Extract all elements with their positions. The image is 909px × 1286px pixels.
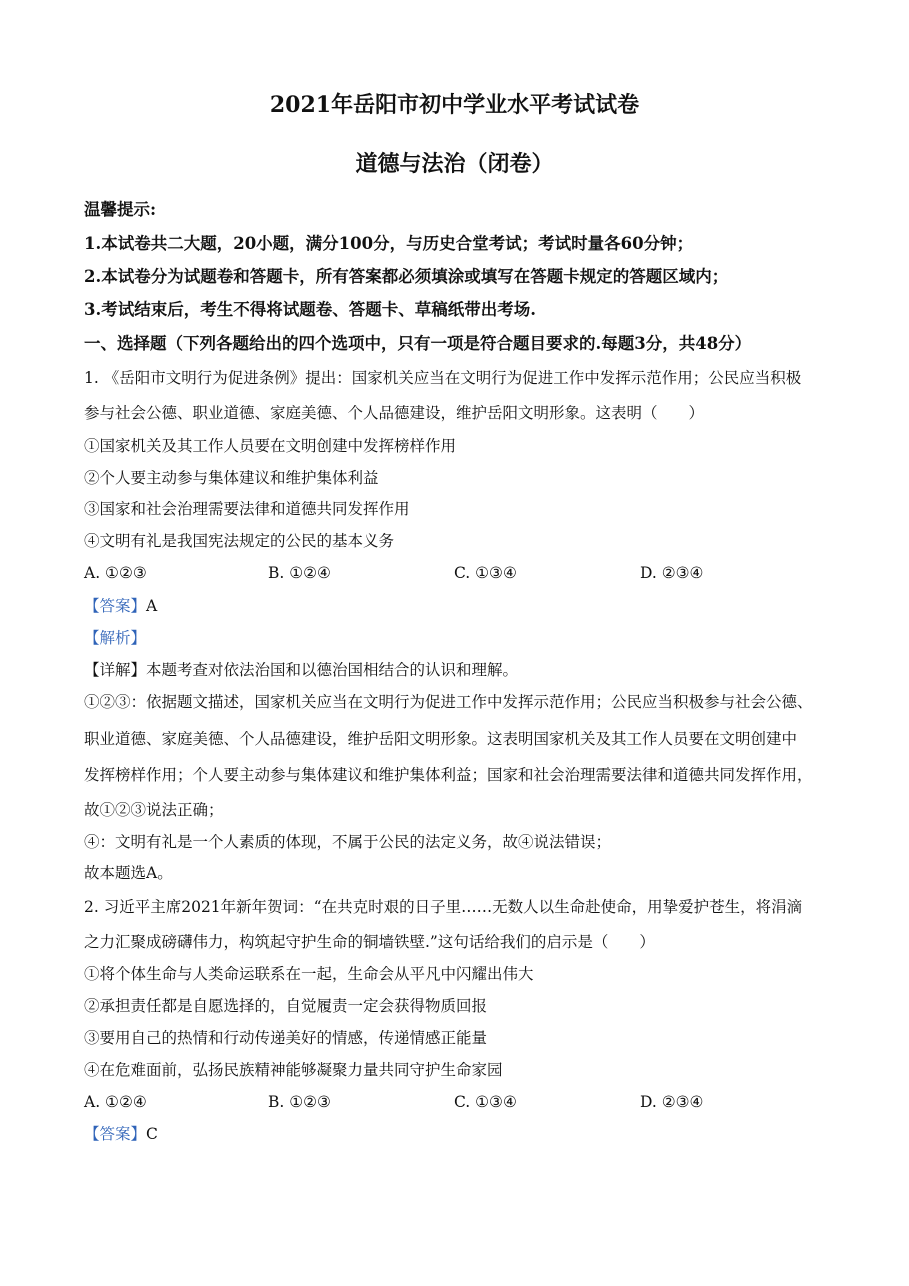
q1-detail-line-2: 职业道德、家庭美德、个人品德建设，维护岳阳文明形象。这表明国家机关及其工作人员要在文明创建中 <box>84 730 798 748</box>
q1-detail-line-5: ④：文明有礼是一个人素质的体现，不属于公民的法定义务，故④说法错误； <box>84 833 612 851</box>
q2-stem-line-2: 之力汇聚成磅礴伟力，构筑起守护生命的铜墙铁壁.”这句话给我们的启示是（ ） <box>84 933 655 951</box>
q1-statement-4: ④文明有礼是我国宪法规定的公民的基本义务 <box>84 532 395 550</box>
q2-statement-1: ①将个体生命与人类命运联系在一起，生命会从平凡中闪耀出伟大 <box>84 965 534 983</box>
q2-option-d: D. ②③④ <box>640 1093 704 1111</box>
section-heading: 一、选择题（下列各题给出的四个选项中，只有一项是符合题目要求的.每题3分，共48分） <box>84 334 752 353</box>
notice-item-2: 2.本试卷分为试题卷和答题卡，所有答案都必须填涂或填写在答题卡规定的答题区域内； <box>84 267 729 286</box>
q1-statement-1: ①国家机关及其工作人员要在文明创建中发挥榜样作用 <box>84 437 457 455</box>
q2-statement-4: ④在危难面前，弘扬民族精神能够凝聚力量共同守护生命家园 <box>84 1061 503 1079</box>
document-title: 2021年岳阳市初中学业水平考试试卷 <box>269 92 640 118</box>
q2-option-a: A. ①②④ <box>84 1093 147 1111</box>
q2-stem-line-1: 2. 习近平主席2021年新年贺词：“在共克时艰的日子里……无数人以生命赴使命，用挚爱护苍生，将涓滴 <box>84 898 803 916</box>
q1-option-a: A. ①②③ <box>84 564 147 582</box>
notice-heading: 温馨提示: <box>84 200 157 219</box>
q1-detail-line-1: ①②③：依据题文描述，国家机关应当在文明行为促进工作中发挥示范作用；公民应当积极参与社会公德、 <box>84 693 813 711</box>
q1-detail-first <box>84 660 844 680</box>
q1-statement-3: ③国家和社会治理需要法律和道德共同发挥作用 <box>84 500 410 518</box>
q1-answer <box>84 596 844 616</box>
q1-option-d: D. ②③④ <box>640 564 704 582</box>
q2-statement-3: ③要用自己的热情和行动传递美好的情感，传递情感正能量 <box>84 1029 488 1047</box>
answer-value: A <box>146 597 158 615</box>
detail-tag: 【详解】 <box>84 661 147 679</box>
q1-statement-2: ②个人要主动参与集体建议和维护集体利益 <box>84 469 379 487</box>
q1-option-b: B. ①②④ <box>268 564 331 582</box>
q1-stem-line-1: 1. 《岳阳市文明行为促进条例》提出：国家机关应当在文明行为促进工作中发挥示范作用；公民应当积极 <box>84 369 802 387</box>
q1-detail-line-3: 发挥榜样作用；个人要主动参与集体建议和维护集体利益；国家和社会治理需要法律和道德共同发挥作用， <box>84 766 813 784</box>
answer-tag: 【答案】 <box>84 597 147 615</box>
q1-stem-line-2: 参与社会公德、职业道德、家庭美德、个人品德建设，维护岳阳文明形象。这表明（ ） <box>84 404 705 422</box>
q2-option-c: C. ①③④ <box>454 1093 517 1111</box>
q1-option-c: C. ①③④ <box>454 564 517 582</box>
answer-value: C <box>146 1125 158 1143</box>
q1-analysis-tag: 【解析】 <box>84 629 147 647</box>
detail-text: 本题考查对依法治国和以德治国相结合的认识和理解。 <box>146 661 519 679</box>
q2-statement-2: ②承担责任都是自愿选择的，自觉履责一定会获得物质回报 <box>84 997 488 1015</box>
q2-option-b: B. ①②③ <box>268 1093 331 1111</box>
answer-tag: 【答案】 <box>84 1125 147 1143</box>
notice-item-1: 1.本试卷共二大题，20小题，满分100分，与历史合堂考试；考试时量各60分钟； <box>84 234 694 253</box>
notice-item-3: 3.考试结束后，考生不得将试题卷、答题卡、草稿纸带出考场. <box>84 300 536 319</box>
q1-detail-line-4: 故①②③说法正确； <box>84 801 224 819</box>
q1-detail-line-6: 故本题选A。 <box>84 864 173 882</box>
q2-answer <box>84 1124 844 1144</box>
document-subtitle: 道德与法治（闭卷） <box>355 151 554 177</box>
